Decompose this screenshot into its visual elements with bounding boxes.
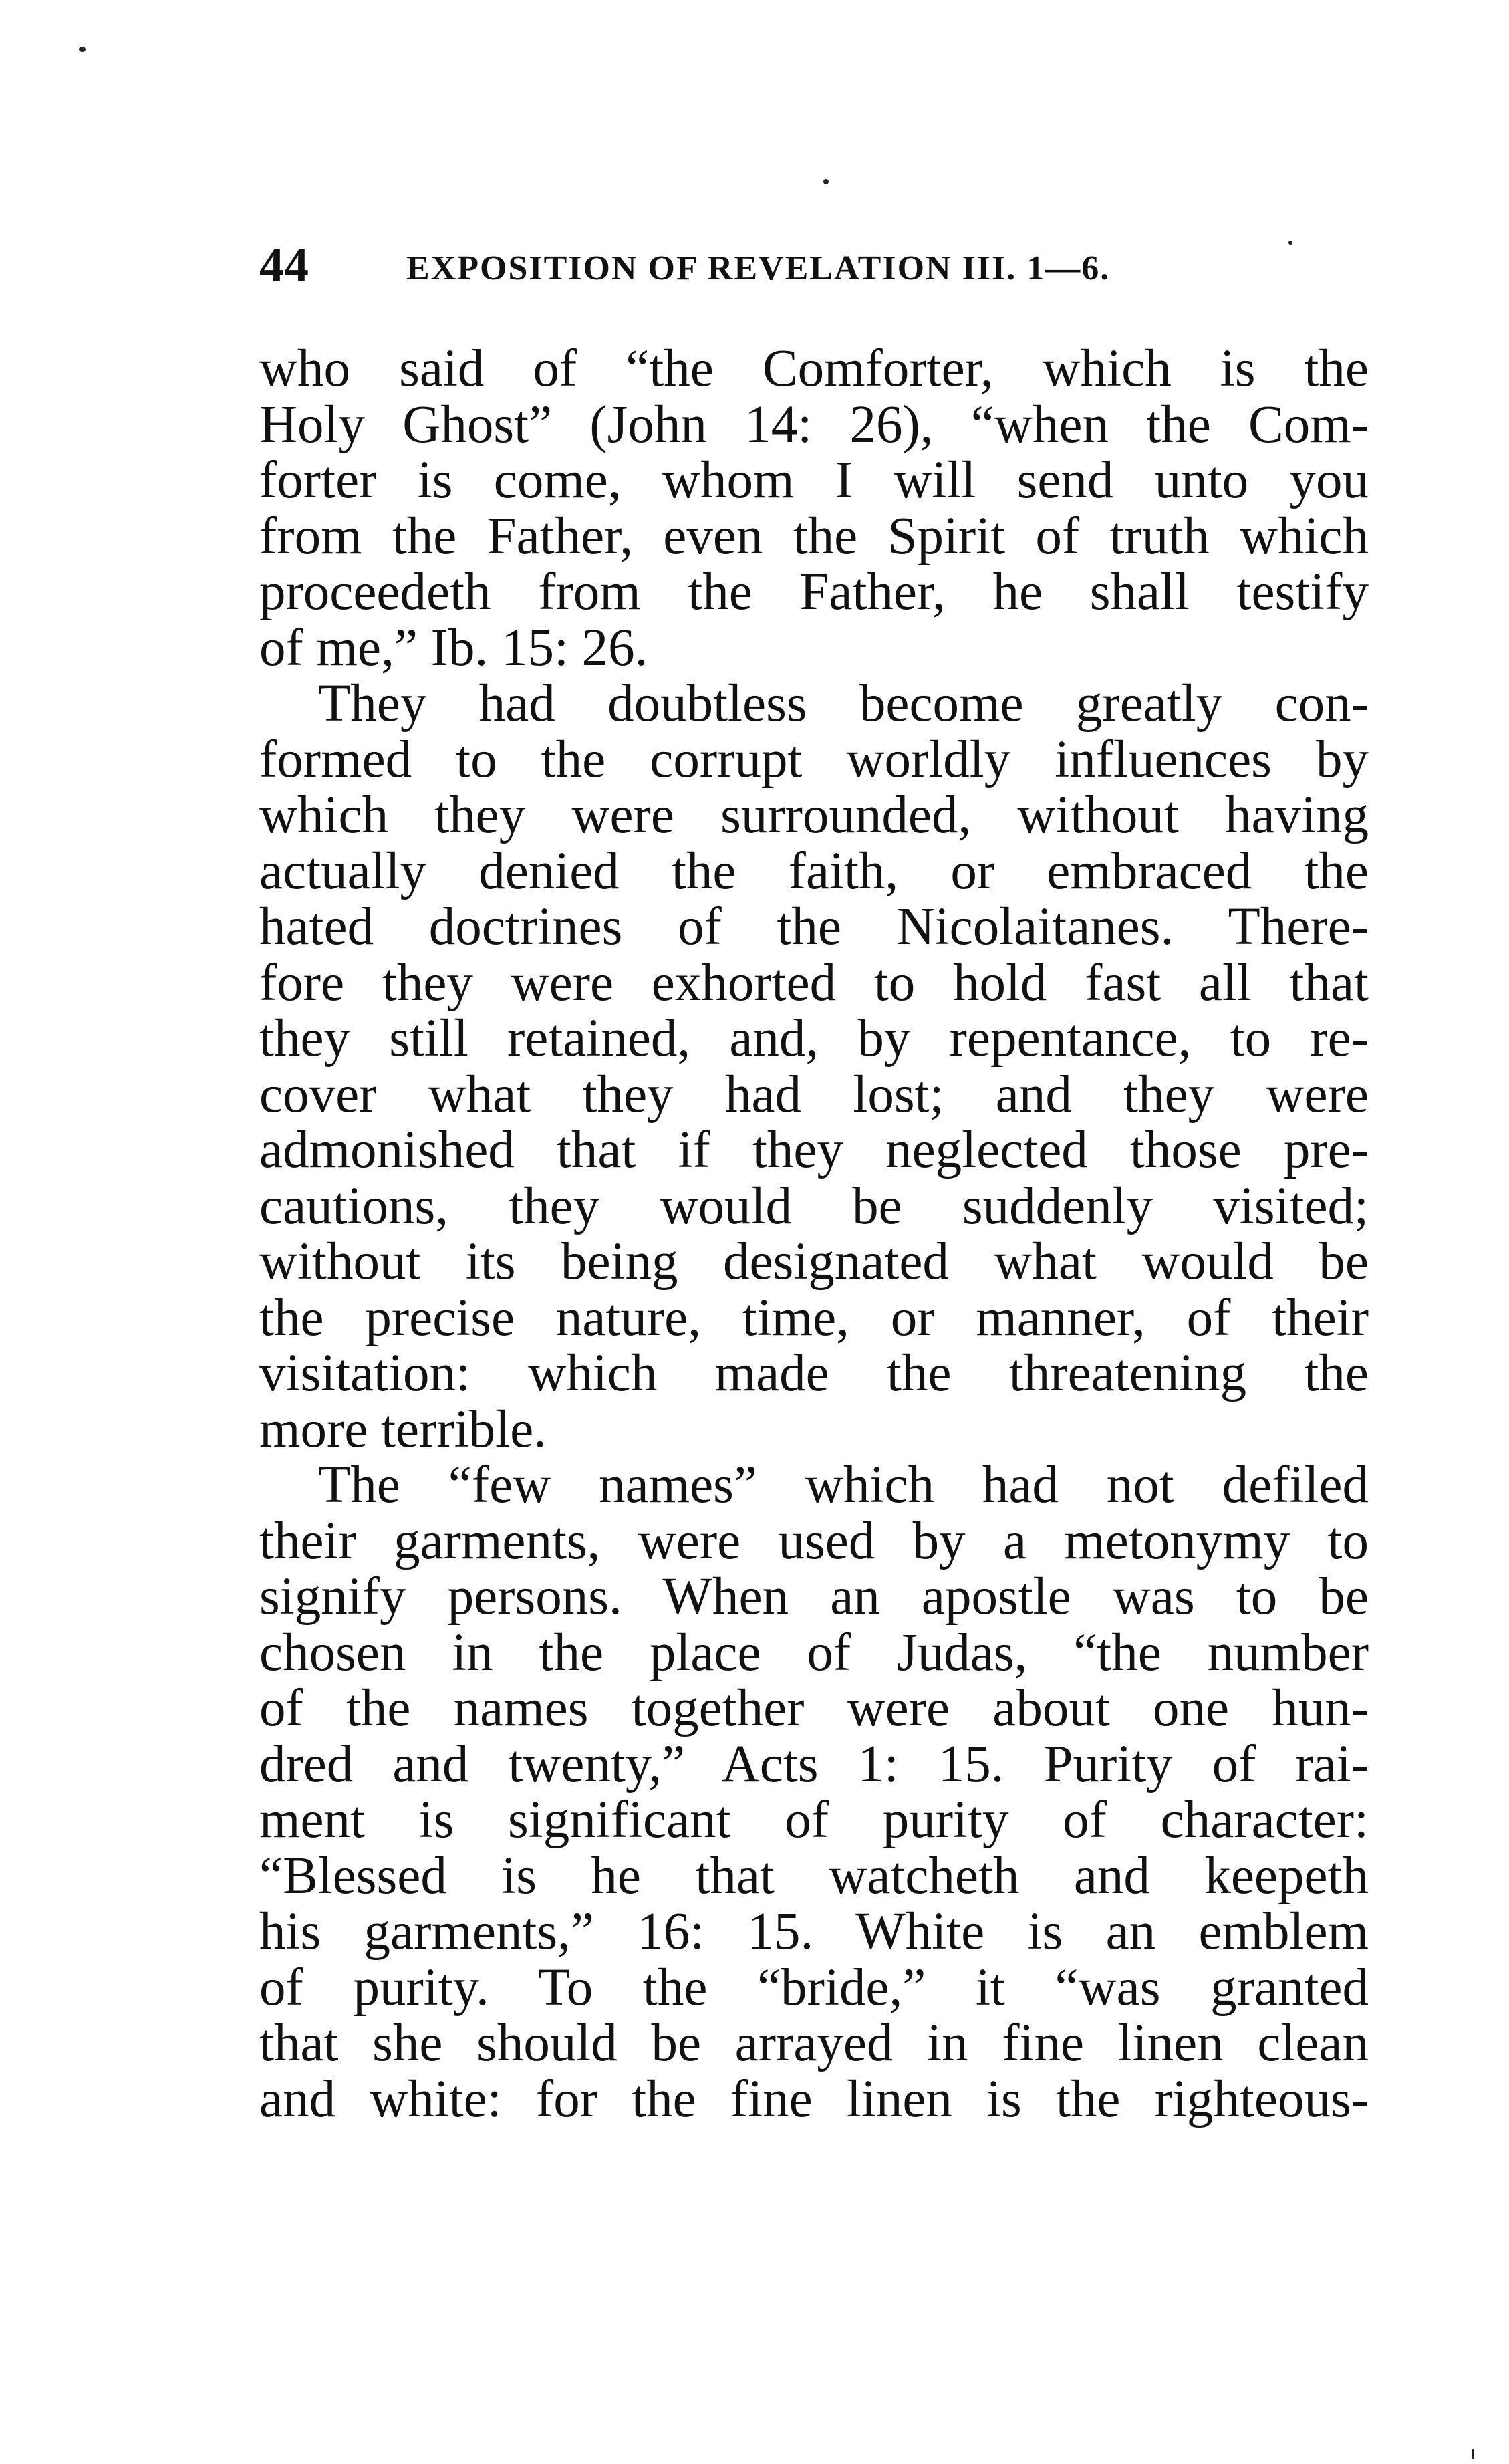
text-line: without its being designated what would be [259,1233,1369,1291]
text-line: of the names together were about one hun- [259,1679,1369,1737]
scan-speck [1472,2449,1474,2459]
body-text [259,341,1369,2127]
text-line: more terrible. [259,1400,547,1459]
text-line: They had doubtless become greatly con- [318,674,1369,733]
text-line: chosen in the place of Judas, “the number [259,1623,1369,1682]
text-line: The “few names” which had not defiled [318,1456,1369,1514]
text-line: ment is significant of purity of character: [259,1791,1369,1849]
text-line: forter is come, whom I will send unto you [259,451,1369,509]
text-line: they still retained, and, by repentance, to re- [259,1009,1369,1068]
text-line: cover what they had lost; and they were [259,1065,1369,1124]
text-line: Holy Ghost” (John 14: 26), “when the Com- [259,395,1369,454]
text-line: actually denied the faith, or embraced the [259,842,1369,900]
page-header [259,235,1369,295]
text-line: his garments,” 16: 15. White is an emblem [259,1902,1369,1961]
text-line: visitation: which made the threatening the [259,1344,1369,1402]
text-line: and white: for the fine linen is the righteous- [259,2070,1369,2128]
scan-speck [823,179,829,184]
text-line: that she should be arrayed in fine linen clean [259,2014,1369,2072]
text-line: the precise nature, time, or manner, of their [259,1288,1369,1347]
text-line: of me,” Ib. 15: 26. [259,618,648,677]
text-line: of purity. To the “bride,” it “was granted [259,1958,1369,2017]
page-number: 44 [259,238,309,293]
text-line: “Blessed is he that watcheth and keepeth [259,1846,1369,1905]
text-line: which they were surrounded, without having [259,786,1369,844]
text-line: from the Father, even the Spirit of truth which [259,507,1369,566]
text-line: admonished that if they neglected those pre- [259,1121,1369,1179]
text-line: signify persons. When an apostle was to be [259,1568,1369,1626]
text-line: proceedeth from the Father, he shall testify [259,563,1369,621]
text-line: dred and twenty,” Acts 1: 15. Purity of rai- [259,1735,1369,1794]
text-line: their garments, were used by a metonymy to [259,1511,1369,1570]
text-line: fore they were exhorted to hold fast all that [259,953,1369,1012]
text-line: hated doctrines of the Nicolaitanes. There- [259,898,1369,956]
running-head: EXPOSITION OF REVELATION III. 1—6. [406,249,1111,287]
text-line: formed to the corrupt worldly influences by [259,730,1369,789]
scan-speck [79,47,86,52]
text-line: cautions, they would be suddenly visited; [259,1177,1369,1235]
text-line: who said of “the Comforter, which is the [259,340,1369,398]
